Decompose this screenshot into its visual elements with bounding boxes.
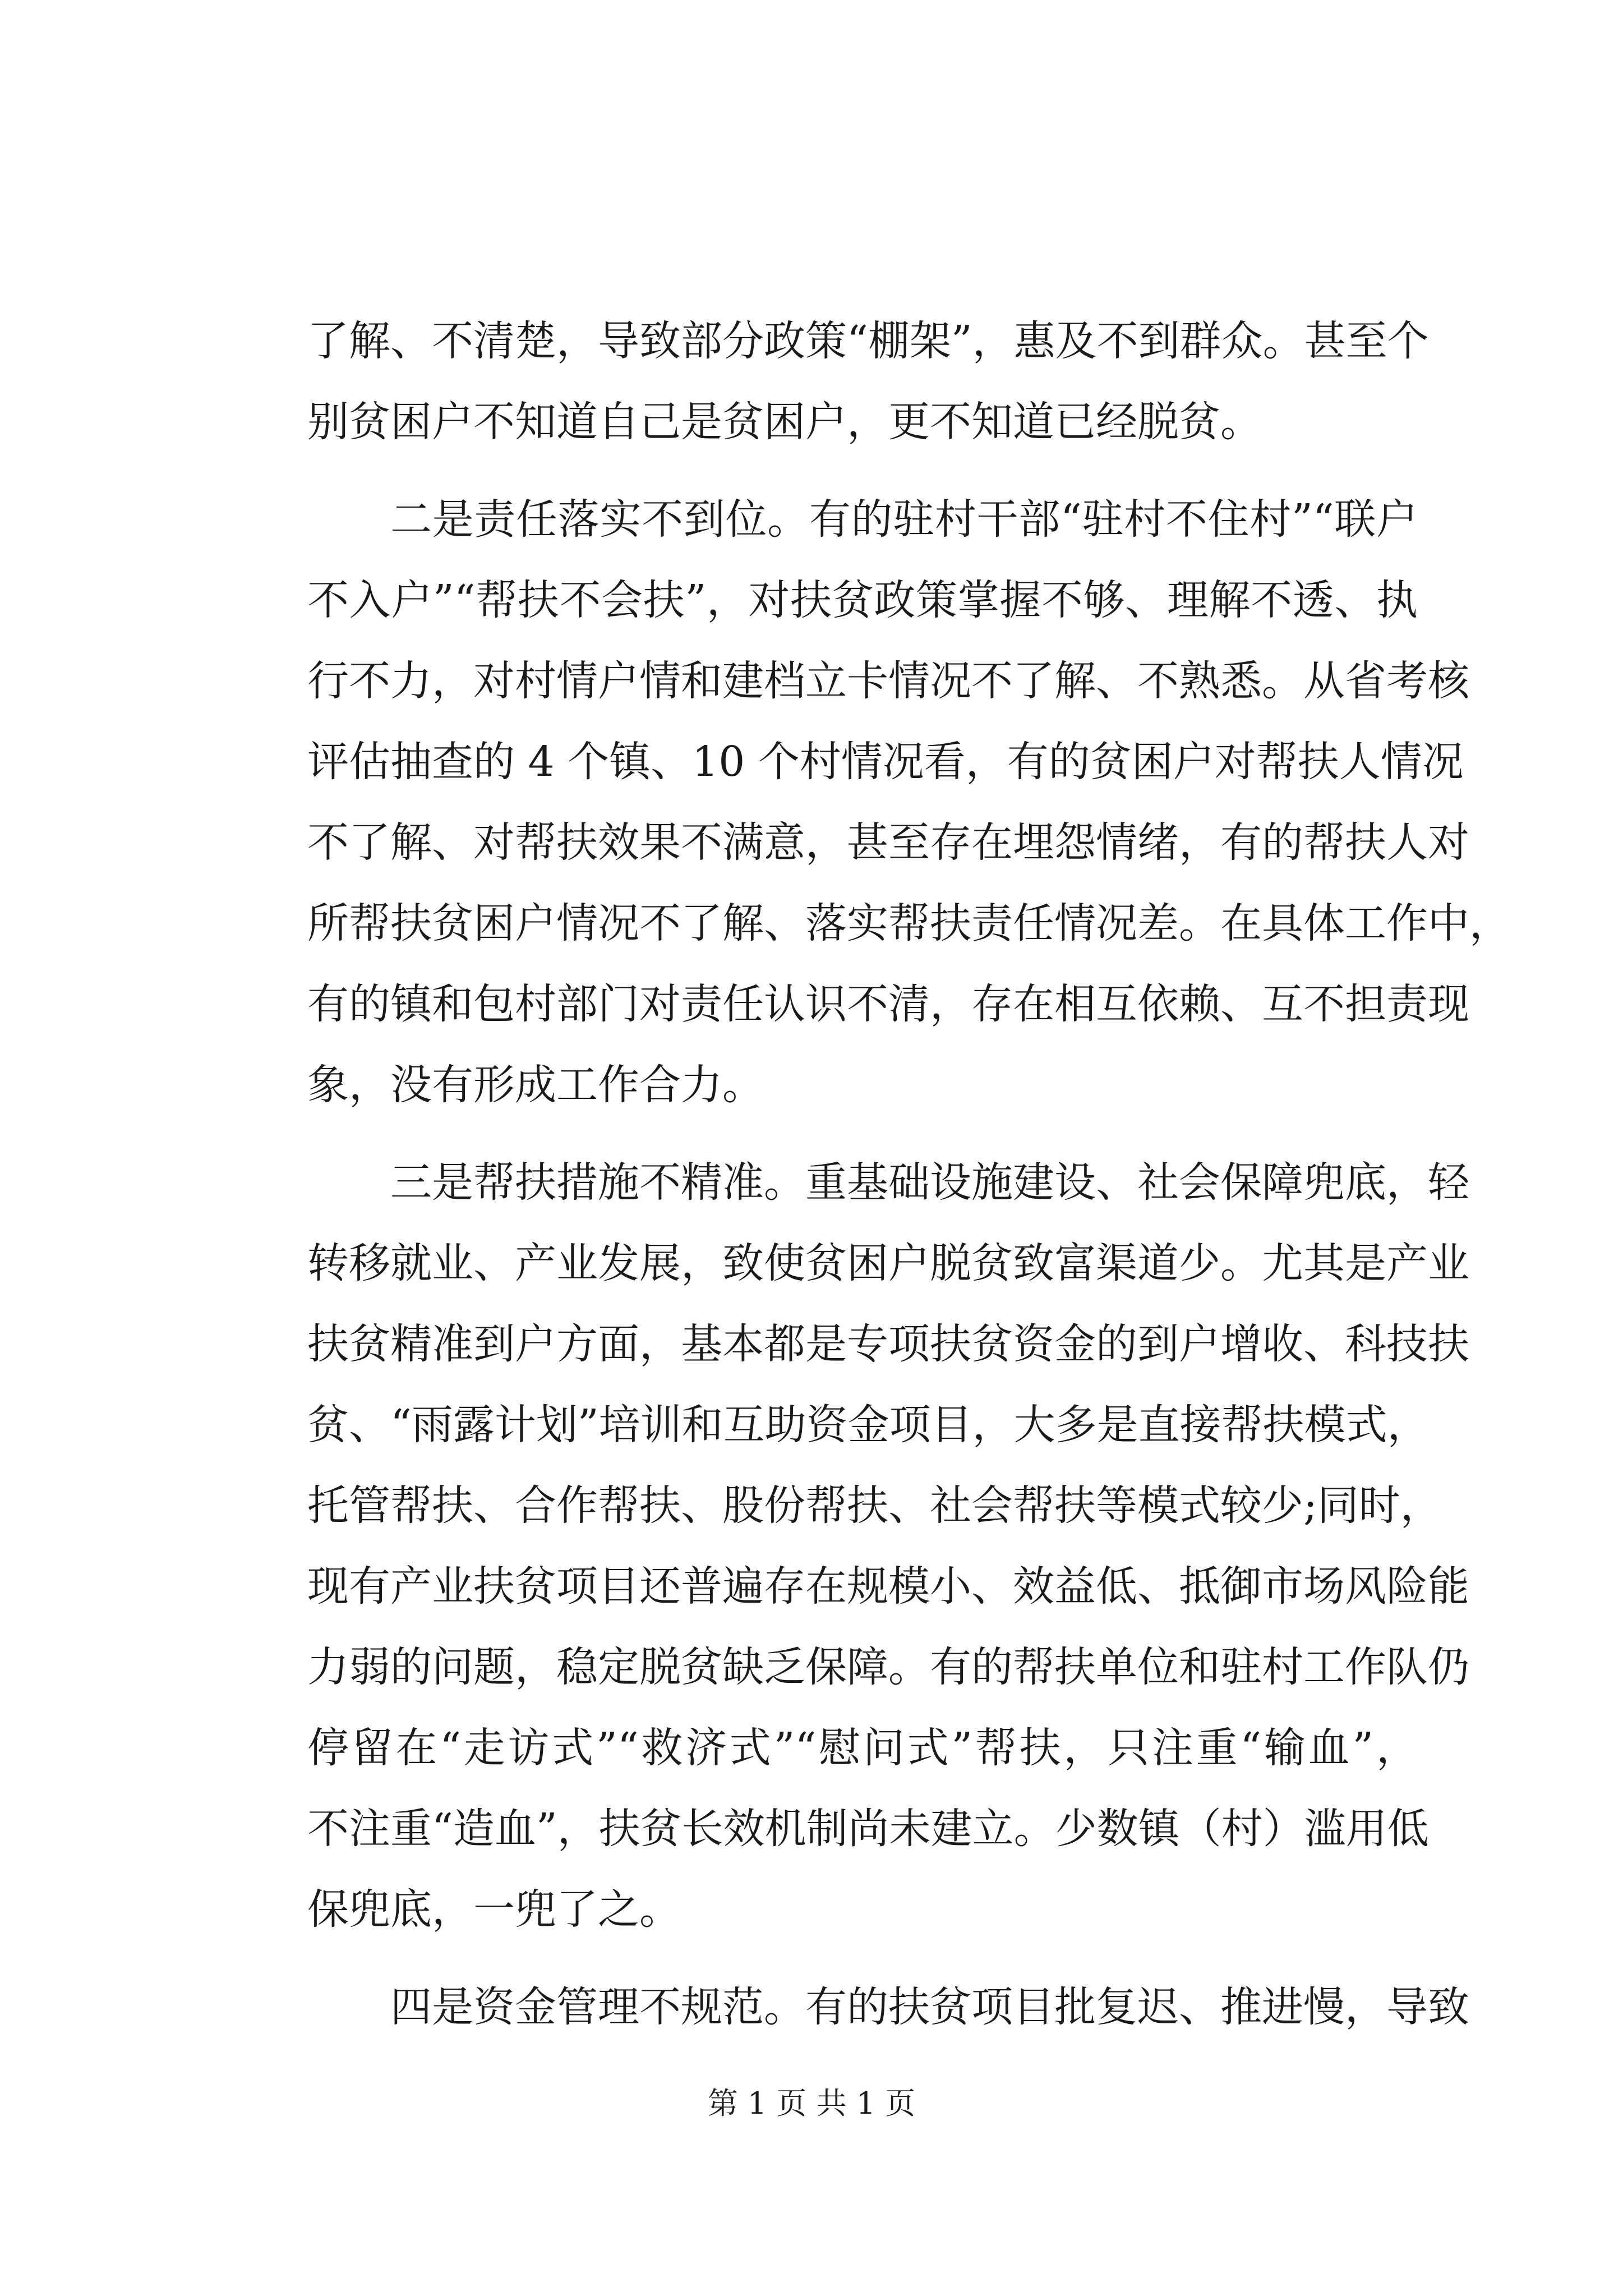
text-line: 不入户”“帮扶不会扶”，对扶贫政策掌握不够、理解不透、执: [307, 576, 1418, 624]
text-line: 象，没有形成工作合力。: [307, 1061, 764, 1109]
text-line: 扶贫精准到户方面，基本都是专项扶贫资金的到户增收、科技扶: [307, 1320, 1469, 1368]
document-body: [307, 301, 1511, 2047]
text-line: 贫、“雨露计划”培训和互助资金项目，大多是直接帮扶模式，: [307, 1401, 1429, 1449]
text-line: 四是资金管理不规范。有的扶贫项目批复迟、推进慢，导致: [390, 1983, 1469, 2031]
text-line: 保兜底，一兜了之。: [307, 1885, 681, 1934]
text-line: 三是帮扶措施不精准。重基础设施建设、社会保障兜底，轻: [390, 1158, 1469, 1207]
text-line: 有的镇和包村部门对责任认识不清，存在相互依赖、互不担责现: [307, 980, 1469, 1028]
text-line: 不了解、对帮扶效果不满意，甚至存在埋怨情绪，有的帮扶人对: [307, 818, 1469, 867]
text-line: 现有产业扶贫项目还普遍存在规模小、效益低、抵御市场风险能: [307, 1562, 1469, 1611]
text-line: 二是责任落实不到位。有的驻村干部“驻村不住村”“联户: [390, 495, 1418, 544]
text-line: 了解、不清楚，导致部分政策“棚架”，惠及不到群众。甚至个: [307, 317, 1429, 365]
text-line: 评估抽查的 4 个镇、10 个村情况看，有的贫困户对帮扶人情况: [307, 738, 1464, 786]
text-line: 托管帮扶、合作帮扶、股份帮扶、社会帮扶等模式较少;同时，: [307, 1481, 1442, 1530]
text-line: 行不力，对村情户情和建档立卡情况不了解、不熟悉。从省考核: [307, 657, 1469, 705]
text-line: 所帮扶贫困户情况不了解、落实帮扶责任情况差。在具体工作中，: [307, 899, 1511, 947]
text-line: 转移就业、产业发展，致使贫困户脱贫致富渠道少。尤其是产业: [307, 1239, 1469, 1287]
page-number-footer: 第 1 页 共 1 页: [707, 2086, 916, 2121]
text-line: 不注重“造血”，扶贫长效机制尚未建立。少数镇（村）滥用低: [307, 1805, 1429, 1853]
text-line: 停留在“走访式”“救济式”“慰问式”帮扶，只注重“输血”，: [307, 1724, 1418, 1772]
text-line: 力弱的问题，稳定脱贫缺乏保障。有的帮扶单位和驻村工作队仍: [307, 1643, 1469, 1691]
text-line: 别贫困户不知道自己是贫困户，更不知道已经脱贫。: [307, 398, 1262, 446]
